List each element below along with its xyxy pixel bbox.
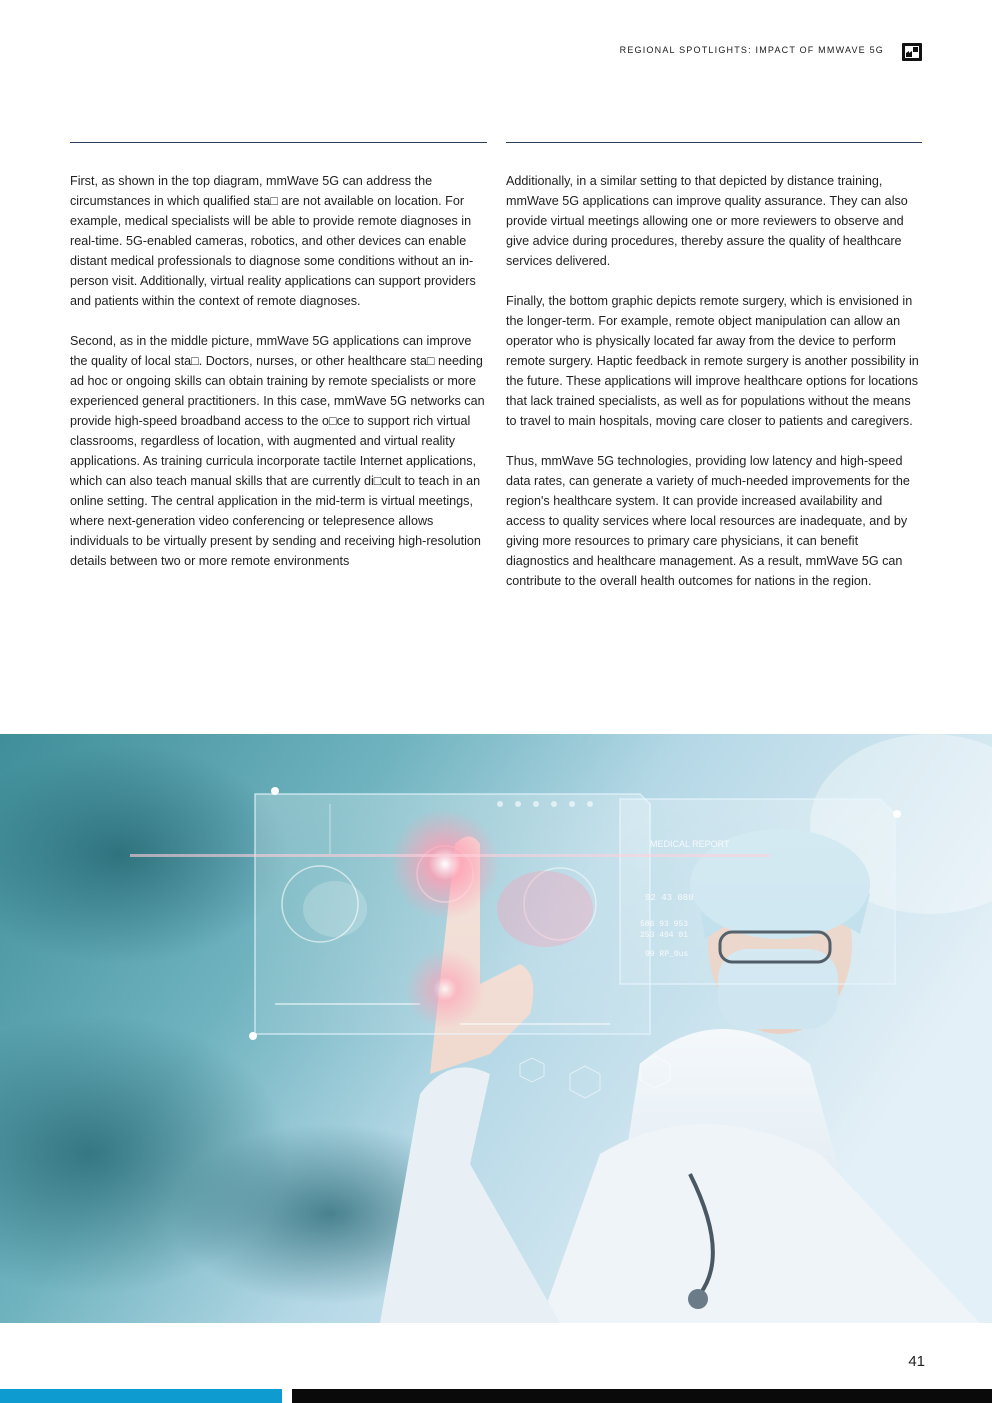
hud-value: 92 43 080: [645, 893, 694, 903]
body-paragraph: Additionally, in a similar setting to that depicted by distance training, mmWave 5G applications can improve quality assurance. They can also provide virtual meetings allowing one or more reviewers to observe and give advice during procedures, thereby assure the quality of healthcare services delivered.: [506, 174, 908, 268]
hud-value: 253 494 01: [640, 931, 689, 940]
page-number: 41: [908, 1353, 925, 1370]
right-column-rule: [506, 142, 922, 143]
doctor-hologram-photo: [0, 734, 992, 1323]
right-column: [506, 171, 924, 611]
footer-accent-bar: [0, 1389, 282, 1403]
footer-bar: [292, 1389, 992, 1403]
body-paragraph: Thus, mmWave 5G technologies, providing low latency and high-speed data rates, can generate a variety of much-needed improvements for the region's healthcare system. It can provide increased availability and access to quality services where local resources are inadequate, and by giving more resources to primary care physicians, it can benefit diagnostics and healthcare management. As a result, mmWave 5G can contribute to the overall health outcomes for nations in the region.: [506, 454, 910, 588]
section-title: REGIONAL SPOTLIGHTS: IMPACT OF MMWAVE 5G: [619, 45, 884, 55]
hud-value: 99 RP_0us: [645, 950, 689, 959]
body-paragraph: Second, as in the middle picture, mmWave 5G applications can improve the quality of local sta□. Doctors, nurses, or other healthcare sta□ needing ad hoc or ongoing skills can obtain training by remote specialists or more experienced general practitioners. In this case, mmWave 5G networks can provide high-speed broadband access to the o□ce to support rich virtual classrooms, regardless of location, with augmented and virtual reality applications. As training curricula incorporate tactile Internet applications, which can also teach manual skills that are currently di□cult to teach in an online setting. The central application in the mid-term is virtual meetings, where next-generation video conferencing or telepresence allows individuals to be virtually present by sending and receiving high-resolution details between two or more remote environments: [70, 334, 485, 568]
body-paragraph: First, as shown in the top diagram, mmWave 5G can address the circumstances in which qualified sta□ are not available on location. For example, medical specialists will be able to provide remote diagnoses in real-time. 5G-enabled cameras, robotics, and other devices can enable distant medical professionals to diagnose some conditions without an in-person visit. Additionally, virtual reality applications can support providers and patients within the context of remote diagnoses.: [70, 174, 476, 308]
body-paragraph: Finally, the bottom graphic depicts remote surgery, which is envisioned in the longer-term. For example, remote object manipulation can allow an operator who is physically located far away from the device to perform remote surgery. Haptic feedback in remote surgery is another possibility in the future. These applications will improve healthcare options for locations that lack trained specialists, as well as for populations without the means to travel to main hospitals, moving care closer to patients and caregivers.: [506, 294, 919, 428]
left-column: [70, 171, 490, 591]
hud-title: MEDICAL REPORT: [650, 839, 730, 849]
factory-icon: [902, 43, 922, 61]
left-column-rule: [70, 142, 487, 143]
hud-value: 586 93 953: [640, 920, 689, 929]
